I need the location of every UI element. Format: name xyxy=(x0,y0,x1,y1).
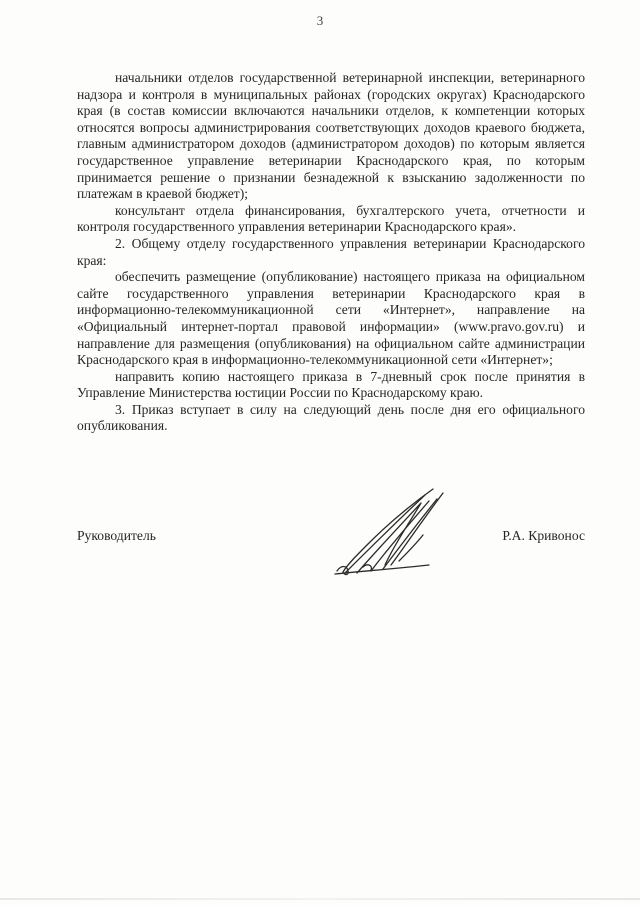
handwritten-signature xyxy=(333,485,453,580)
document-body xyxy=(77,70,585,435)
paragraph-consultant: консультант отдела финансирования, бухгалтерского учета, отчетности и контроля государственного управления ветеринарии Краснодарского края». xyxy=(77,202,585,235)
signer-position: Руководитель xyxy=(77,528,156,543)
signature-block xyxy=(77,528,585,548)
paragraph-clause-3: 3. Приказ вступает в силу на следующий день после дня его официального опубликования. xyxy=(77,401,585,434)
paragraph-commission-members: начальники отделов государственной ветеринарной инспекции, ветеринарного надзора и контроля в муниципальных районах (городских округах) Краснодарского края (в состав комиссии включаются начальники отделов, к компетенции которых относятся вопросы администрирования соответствующих доходов краевого бюджета, главным администратором доходов (администратором доходов) по которым является государственное управление ветеринарии Краснодарского края, по которым принимается решение о признании безнадежной к взысканию задолженности по платежам в краевой бюджет); xyxy=(77,70,585,202)
scan-edge-line xyxy=(0,898,640,900)
signer-name: Р.А. Кривонос xyxy=(502,528,585,543)
paragraph-clause-2: 2. Общему отделу государственного управления ветеринарии Краснодарского края: xyxy=(77,235,585,268)
page-number: 3 xyxy=(316,13,324,28)
paragraph-publication: обеспечить размещение (опубликование) настоящего приказа на официальном сайте государственного управления ветеринарии Краснодарского края в информационно-телекоммуникационной сети «Интернет», направление на «Официальный интернет-портал правовой информации» (www.pravo.gov.ru) и направление для размещения (опубликования) на официальном сайте администрации Краснодарского края в информационно-телекоммуникационной сети «Интернет»; xyxy=(77,269,585,368)
paragraph-copy-to-ministry: направить копию настоящего приказа в 7-дневный срок после принятия в Управление Министерства юстиции России по Краснодарскому краю. xyxy=(77,368,585,401)
